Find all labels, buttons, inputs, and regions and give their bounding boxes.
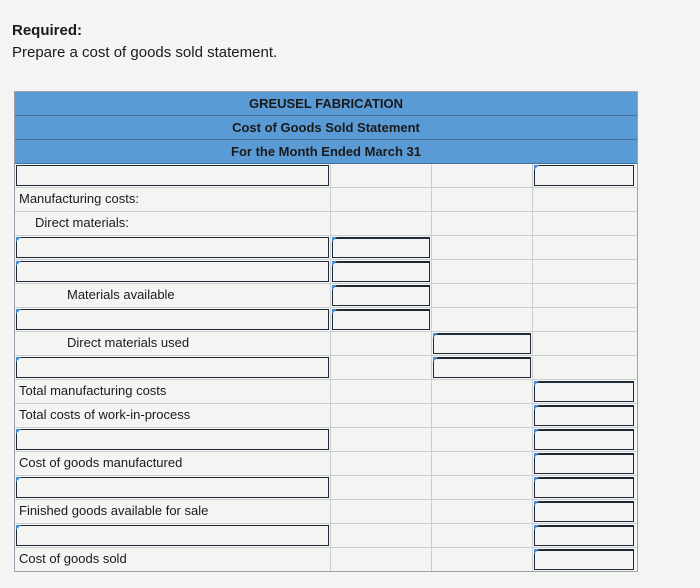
dropdown-marker-icon — [534, 501, 539, 506]
amount-cell — [432, 236, 533, 259]
row-label: Total costs of work-in-process — [15, 404, 331, 427]
amount-cell — [432, 548, 533, 571]
dropdown-marker-icon — [16, 261, 21, 266]
label-dropdown[interactable] — [15, 524, 331, 547]
dropdown-marker-icon — [534, 453, 539, 458]
amount-input[interactable] — [533, 428, 635, 451]
amount-cell — [432, 476, 533, 499]
dropdown-marker-icon — [534, 477, 539, 482]
dropdown-marker-icon — [534, 165, 539, 170]
amount-cell — [331, 548, 432, 571]
amount-input[interactable] — [331, 308, 432, 331]
dropdown-marker-icon — [16, 525, 21, 530]
amount-input[interactable] — [331, 260, 432, 283]
amount-input[interactable] — [533, 404, 635, 427]
dropdown-marker-icon — [534, 381, 539, 386]
amount-input[interactable] — [533, 380, 635, 403]
amount-cell — [331, 404, 432, 427]
label-dropdown[interactable] — [15, 476, 331, 499]
row-label: Cost of goods manufactured — [15, 452, 331, 475]
amount-cell — [331, 524, 432, 547]
dropdown-marker-icon — [332, 237, 337, 242]
amount-cell — [533, 308, 635, 331]
dropdown-marker-icon — [16, 429, 21, 434]
amount-cell — [331, 500, 432, 523]
table-row — [15, 524, 637, 548]
statement-period: For the Month Ended March 31 — [231, 144, 421, 159]
amount-input[interactable] — [432, 332, 533, 355]
row-label: Direct materials used — [15, 332, 331, 355]
amount-cell — [331, 332, 432, 355]
amount-input[interactable] — [331, 236, 432, 259]
amount-cell — [533, 356, 635, 379]
required-instruction: Prepare a cost of goods sold statement. — [12, 44, 278, 61]
table-row — [15, 212, 637, 236]
table-row — [15, 164, 637, 188]
amount-input[interactable] — [533, 524, 635, 547]
amount-cell — [331, 380, 432, 403]
amount-cell — [533, 332, 635, 355]
required-heading: Required: — [12, 22, 83, 39]
table-row — [15, 476, 637, 500]
dropdown-marker-icon — [534, 525, 539, 530]
amount-input[interactable] — [533, 548, 635, 571]
amount-cell — [533, 212, 635, 235]
table-row — [15, 236, 637, 260]
row-label: Direct materials: — [15, 212, 331, 235]
label-dropdown[interactable] — [15, 260, 331, 283]
worksheet-table — [14, 91, 638, 572]
amount-cell — [432, 500, 533, 523]
dropdown-marker-icon — [433, 333, 438, 338]
dropdown-marker-icon — [16, 309, 21, 314]
amount-input[interactable] — [533, 500, 635, 523]
dropdown-marker-icon — [332, 309, 337, 314]
table-row — [15, 308, 637, 332]
label-dropdown[interactable] — [15, 236, 331, 259]
header-company-row — [15, 92, 637, 116]
company-name: GREUSEL FABRICATION — [248, 96, 404, 111]
amount-cell — [432, 212, 533, 235]
amount-input[interactable] — [533, 452, 635, 475]
amount-cell — [432, 284, 533, 307]
table-row — [15, 452, 637, 476]
amount-cell — [331, 188, 432, 211]
table-row — [15, 332, 637, 356]
table-row — [15, 548, 637, 571]
table-row — [15, 284, 637, 308]
row-label: Total manufacturing costs — [15, 380, 331, 403]
dropdown-marker-icon — [534, 405, 539, 410]
amount-cell — [533, 284, 635, 307]
amount-cell — [331, 356, 432, 379]
amount-cell — [331, 476, 432, 499]
table-row — [15, 428, 637, 452]
amount-cell — [432, 524, 533, 547]
amount-cell — [331, 212, 432, 235]
amount-cell — [432, 380, 533, 403]
table-row — [15, 260, 637, 284]
amount-input[interactable] — [432, 356, 533, 379]
header-title-row — [15, 116, 637, 140]
amount-cell — [331, 452, 432, 475]
amount-cell — [331, 428, 432, 451]
dropdown-marker-icon — [332, 285, 337, 290]
amount-cell — [432, 428, 533, 451]
amount-cell — [533, 188, 635, 211]
dropdown-marker-icon — [16, 477, 21, 482]
amount-cell — [432, 404, 533, 427]
amount-cell — [432, 188, 533, 211]
row-label: Materials available — [15, 284, 331, 307]
amount-input[interactable] — [533, 164, 635, 187]
dropdown-marker-icon — [16, 357, 21, 362]
dropdown-marker-icon — [534, 429, 539, 434]
dropdown-marker-icon — [534, 549, 539, 554]
row-label: Manufacturing costs: — [15, 188, 331, 211]
table-row — [15, 356, 637, 380]
header-period-row — [15, 140, 637, 164]
label-dropdown[interactable] — [15, 428, 331, 451]
label-dropdown[interactable] — [15, 164, 331, 187]
table-row — [15, 380, 637, 404]
amount-input[interactable] — [331, 284, 432, 307]
table-row — [15, 404, 637, 428]
table-row — [15, 188, 637, 212]
dropdown-marker-icon — [332, 261, 337, 266]
label-dropdown[interactable] — [15, 356, 331, 379]
amount-cell — [331, 164, 432, 187]
dropdown-marker-icon — [433, 357, 438, 362]
amount-input[interactable] — [533, 476, 635, 499]
table-row — [15, 500, 637, 524]
amount-cell — [533, 236, 635, 259]
label-dropdown[interactable] — [15, 308, 331, 331]
amount-cell — [432, 260, 533, 283]
amount-cell — [432, 452, 533, 475]
row-label: Finished goods available for sale — [15, 500, 331, 523]
statement-title: Cost of Goods Sold Statement — [232, 120, 420, 135]
amount-cell — [432, 308, 533, 331]
row-label: Cost of goods sold — [15, 548, 331, 571]
dropdown-marker-icon — [16, 237, 21, 242]
amount-cell — [432, 164, 533, 187]
amount-cell — [533, 260, 635, 283]
